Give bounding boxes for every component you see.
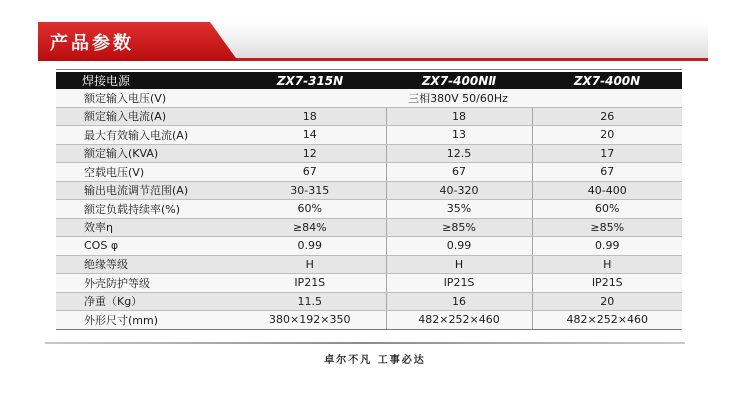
table-row bbox=[56, 255, 682, 274]
row-value: 20 bbox=[532, 292, 682, 311]
row-label: 额定负载持续率(%) bbox=[56, 200, 234, 219]
spec-table-container bbox=[56, 69, 682, 330]
table-body bbox=[56, 89, 682, 329]
table-row bbox=[56, 181, 682, 200]
row-label: 额定输入电流(A) bbox=[56, 107, 234, 126]
spec-table bbox=[56, 72, 682, 329]
row-value: 17 bbox=[532, 144, 682, 163]
row-label: 外形尺寸(mm) bbox=[56, 311, 234, 329]
row-value: 60% bbox=[234, 200, 386, 219]
section-title: 产品参数 bbox=[50, 33, 134, 54]
row-value: 0.99 bbox=[532, 237, 682, 256]
row-value: 380×192×350 bbox=[234, 311, 386, 329]
header-zx7-400n2: ZX7-400NⅡ bbox=[386, 72, 532, 89]
row-value: 16 bbox=[386, 292, 532, 311]
row-value: 26 bbox=[532, 107, 682, 126]
row-label: 最大有效输入电流(A) bbox=[56, 126, 234, 145]
table-row bbox=[56, 311, 682, 329]
row-value: 11.5 bbox=[234, 292, 386, 311]
table-row bbox=[56, 89, 682, 107]
footer-slogan: 卓尔不凡 工事必达 bbox=[324, 355, 426, 366]
row-value: 12.5 bbox=[386, 144, 532, 163]
table-row bbox=[56, 218, 682, 237]
row-value-span: 三相380V 50/60Hz bbox=[234, 89, 682, 107]
row-value: 40-320 bbox=[386, 181, 532, 200]
row-value: 18 bbox=[386, 107, 532, 126]
row-label: 空载电压(V) bbox=[56, 163, 234, 182]
row-value: 18 bbox=[234, 107, 386, 126]
table-row bbox=[56, 200, 682, 219]
table-row bbox=[56, 274, 682, 293]
table-header-row bbox=[56, 72, 682, 89]
row-value: ≥85% bbox=[386, 218, 532, 237]
row-value: 482×252×460 bbox=[532, 311, 682, 329]
header-zx7-400n: ZX7-400N bbox=[532, 72, 682, 89]
row-label: 输出电流调节范围(A) bbox=[56, 181, 234, 200]
footer-divider bbox=[45, 342, 685, 344]
row-value: IP21S bbox=[386, 274, 532, 293]
row-value: IP21S bbox=[234, 274, 386, 293]
row-label: 绝缘等级 bbox=[56, 255, 234, 274]
row-value: H bbox=[386, 255, 532, 274]
row-value: 67 bbox=[532, 163, 682, 182]
table-row bbox=[56, 144, 682, 163]
row-value: 0.99 bbox=[234, 237, 386, 256]
row-value: 14 bbox=[234, 126, 386, 145]
row-label: 效率η bbox=[56, 218, 234, 237]
row-value: 482×252×460 bbox=[386, 311, 532, 329]
row-value: 13 bbox=[386, 126, 532, 145]
table-row bbox=[56, 163, 682, 182]
row-value: 60% bbox=[532, 200, 682, 219]
header-zx7-315n: ZX7-315N bbox=[234, 72, 386, 89]
table-row bbox=[56, 107, 682, 126]
row-value: 67 bbox=[386, 163, 532, 182]
table-row bbox=[56, 237, 682, 256]
row-value: 20 bbox=[532, 126, 682, 145]
table-row bbox=[56, 292, 682, 311]
row-value: ≥85% bbox=[532, 218, 682, 237]
row-label: 额定输入电压(V) bbox=[56, 89, 234, 107]
row-value: H bbox=[532, 255, 682, 274]
row-value: H bbox=[234, 255, 386, 274]
row-label: 外壳防护等级 bbox=[56, 274, 234, 293]
row-value: 30-315 bbox=[234, 181, 386, 200]
row-value: 67 bbox=[234, 163, 386, 182]
table-row bbox=[56, 126, 682, 145]
row-value: 35% bbox=[386, 200, 532, 219]
row-value: 0.99 bbox=[386, 237, 532, 256]
row-value: 40-400 bbox=[532, 181, 682, 200]
row-value: 12 bbox=[234, 144, 386, 163]
row-value: ≥84% bbox=[234, 218, 386, 237]
row-label: COS φ bbox=[56, 237, 234, 256]
row-label: 额定输入(KVA) bbox=[56, 144, 234, 163]
row-value: IP21S bbox=[532, 274, 682, 293]
header-welding-power: 焊接电源 bbox=[56, 72, 234, 89]
row-label: 净重（Kg） bbox=[56, 292, 234, 311]
